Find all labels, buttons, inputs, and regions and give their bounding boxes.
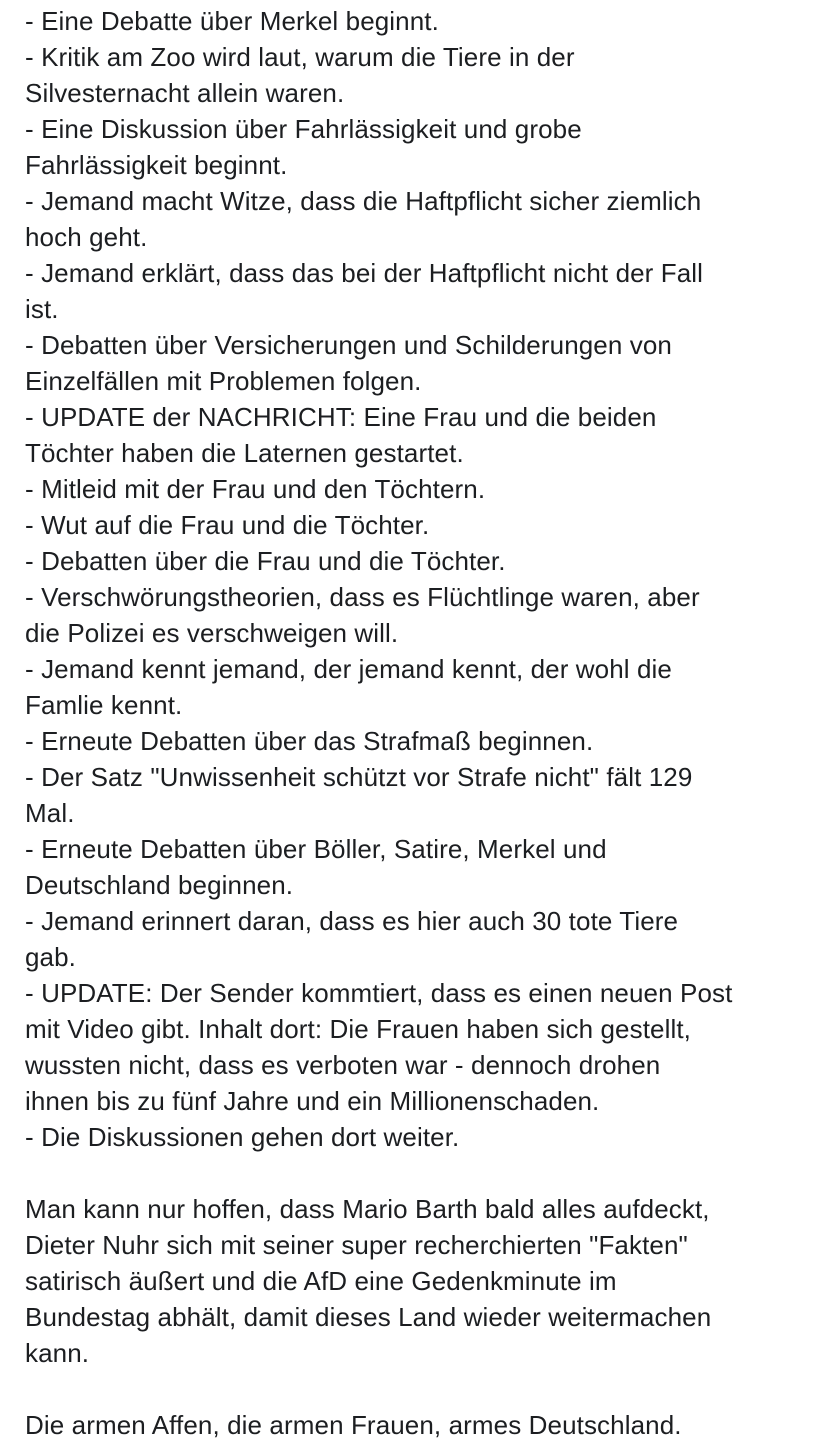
text-line: Famlie kennt.: [25, 690, 183, 720]
text-line: Einzelfällen mit Problemen folgen.: [25, 366, 422, 396]
text-line: - Eine Debatte über Merkel beginnt.: [25, 6, 439, 36]
text-line: - Eine Diskussion über Fahrlässigkeit und grobe: [25, 114, 582, 144]
text-line: satirisch äußert und die AfD eine Gedenkminute im: [25, 1266, 617, 1296]
text-line: mit Video gibt. Inhalt dort: Die Frauen haben sich gestellt,: [25, 1014, 692, 1044]
text-line: - Verschwörungstheorien, dass es Flüchtlinge waren, aber: [25, 582, 700, 612]
text-line: Man kann nur hoffen, dass Mario Barth bald alles aufdeckt,: [25, 1194, 710, 1224]
text-line: Töchter haben die Laternen gestartet.: [25, 438, 464, 468]
text-line: - Mitleid mit der Frau und den Töchtern.: [25, 474, 486, 504]
text-line: gab.: [25, 942, 77, 972]
text-line: kann.: [25, 1338, 90, 1368]
text-line: - Kritik am Zoo wird laut, warum die Tiere in der: [25, 42, 575, 72]
text-line: Silvesternacht allein waren.: [25, 78, 345, 108]
text-line: - Erneute Debatten über Böller, Satire, Merkel und: [25, 834, 607, 864]
text-line: - Debatten über Versicherungen und Schilderungen von: [25, 330, 672, 360]
post-text-body: [25, 3, 805, 1443]
text-line: Deutschland beginnen.: [25, 870, 294, 900]
text-line: Bundestag abhält, damit dieses Land wieder weitermachen: [25, 1302, 712, 1332]
text-line: - Wut auf die Frau und die Töchter.: [25, 510, 430, 540]
text-line: ihnen bis zu fünf Jahre und ein Millionenschaden.: [25, 1086, 600, 1116]
text-line: - UPDATE der NACHRICHT: Eine Frau und die beiden: [25, 402, 657, 432]
text-line: - Die Diskussionen gehen dort weiter.: [25, 1122, 460, 1152]
paragraph-spacer: [25, 1155, 805, 1191]
text-line: hoch geht.: [25, 222, 148, 252]
text-line: - Jemand erklärt, dass das bei der Haftpflicht nicht der Fall: [25, 258, 704, 288]
text-line: ist.: [25, 294, 59, 324]
text-line: - UPDATE: Der Sender kommtiert, dass es einen neuen Post: [25, 978, 733, 1008]
text-line: - Jemand macht Witze, dass die Haftpflicht sicher ziemlich: [25, 186, 702, 216]
text-line: - Jemand erinnert daran, dass es hier auch 30 tote Tiere: [25, 906, 679, 936]
text-line: Mal.: [25, 798, 75, 828]
text-line: - Erneute Debatten über das Strafmaß beginnen.: [25, 726, 594, 756]
text-line: Die armen Affen, die armen Frauen, armes Deutschland.: [25, 1410, 682, 1440]
text-line: wussten nicht, dass es verboten war - dennoch drohen: [25, 1050, 661, 1080]
text-line: Dieter Nuhr sich mit seiner super recherchierten "Fakten": [25, 1230, 688, 1260]
text-line: - Debatten über die Frau und die Töchter.: [25, 546, 506, 576]
text-line: die Polizei es verschweigen will.: [25, 618, 399, 648]
paragraph-spacer: [25, 1371, 805, 1407]
text-line: - Jemand kennt jemand, der jemand kennt, der wohl die: [25, 654, 672, 684]
text-line: - Der Satz "Unwissenheit schützt vor Strafe nicht" fält 129: [25, 762, 693, 792]
text-line: Fahrlässigkeit beginnt.: [25, 150, 288, 180]
